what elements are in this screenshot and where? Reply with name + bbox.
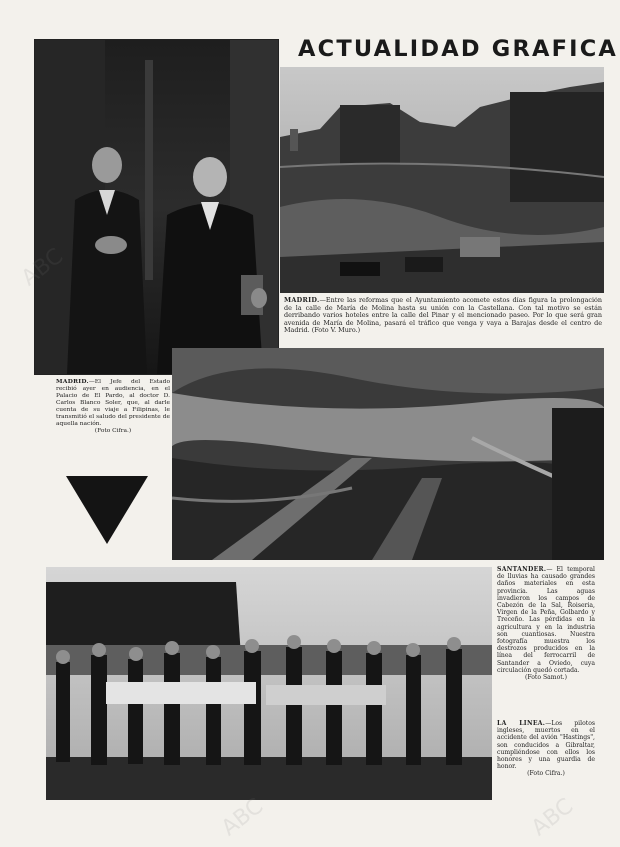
caption-la-linea-credit: (Foto Cifra.)	[527, 770, 565, 778]
caption-madrid-palacio-text: —El Jefe del Estado recibió ayer en audiencia, en el Palacio de El Pardo, al doctor D. Carlos Blanco Soler, que, al darle cuenta de su viaje a Filipinas, le transmitió el saludo del presidente de aquella nación.	[56, 379, 170, 427]
caption-madrid-palacio-place: MADRID.	[56, 378, 89, 385]
caption-santander	[497, 566, 595, 714]
caption-la-linea-place: LA LINEA.	[497, 720, 546, 727]
caption-madrid-calle	[284, 297, 602, 349]
photo-maria-de-molina-image	[280, 67, 604, 293]
page-title: ACTUALIDAD GRAFICA	[298, 36, 619, 62]
photo-santander-inundaciones	[172, 348, 604, 560]
photo-audiencia-el-pardo	[35, 40, 278, 374]
caption-madrid-calle-text: —Entre las reformas que el Ayuntamiento acomete estos días figura la prolongación de la calle de María de Molina hasta su unión con la Castellana. Con tal motivo se están derribando varios hoteles entre la calle del Pinar y el mencionado paseo. Por lo que será gran avenida de María de Molina, pasará el tráfico que venga y vaya a Barajas desde el centro de Madrid.	[284, 297, 602, 334]
caption-la-linea-text: —Los pilotos ingleses, muertos en el accidente del avión "Hastings", son conducidos a Gibraltar, cumpliéndose con ellos los honores y una guardia de honor.	[497, 720, 595, 771]
watermark: ABC	[217, 793, 269, 842]
photo-santander-image	[172, 348, 604, 560]
caption-madrid-calle-credit: (Foto V. Muro.)	[311, 326, 361, 334]
caption-santander-place: SANTANDER.	[497, 566, 547, 573]
caption-madrid-palacio	[56, 378, 170, 450]
photo-audiencia-image	[35, 40, 278, 374]
caption-madrid-palacio-credit: (Foto Cifra.)	[94, 428, 132, 434]
caption-santander-credit: (Foto Samot.)	[524, 674, 567, 682]
caption-santander-text: — El temporal de lluvias ha causado grandes daños materiales en esta provincia. Las aguas invadieron los campos de Cabezón de la Sal, Roiseria, Virgen de la Peña, Golbardo y Treceño. Las pérdidas en la agricultura y en la industria son cuantiosas. Nuestra fotografía muestra los destrozos producidos en la línea del ferrocarril de Santander a Oviedo, cuya circulación quedó cortada.	[497, 566, 595, 674]
caption-madrid-calle-place: MADRID.	[284, 297, 320, 304]
watermark: ABC	[527, 793, 579, 842]
photo-la-linea-honores	[46, 567, 492, 800]
triangle-ornament-icon	[66, 476, 148, 544]
caption-la-linea	[497, 720, 595, 810]
photo-maria-de-molina	[280, 67, 604, 293]
photo-la-linea-image	[46, 567, 492, 800]
